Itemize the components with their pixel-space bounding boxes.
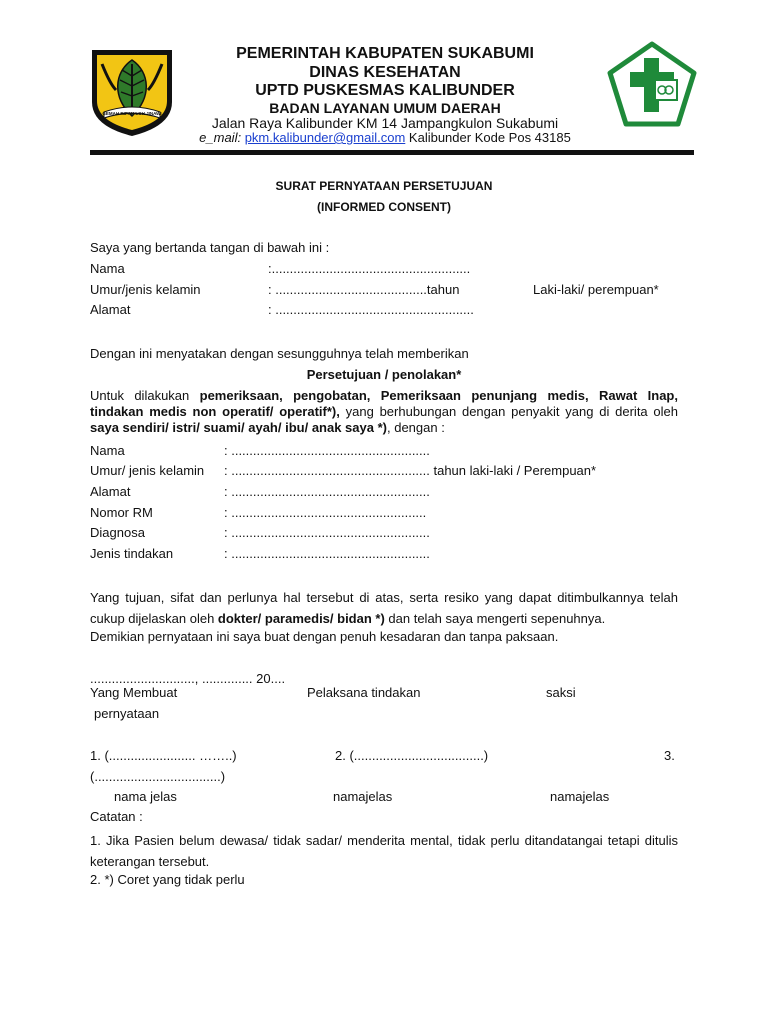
explanation-text-1: Yang tujuan, sifat dan perlunya hal tersebut di atas, serta resiko yang dapat ditimbulkannya telah cukup dijelaskan oleh xyxy=(90,590,678,626)
signer-age-value: : ..........................................tahun xyxy=(268,282,460,297)
patient-procedure-label: Jenis tindakan xyxy=(90,546,174,561)
header-address: Jalan Raya Kalibunder KM 14 Jampangkulon Sukabumi xyxy=(211,115,559,131)
patient-address-label: Alamat xyxy=(90,484,131,499)
document-title: SURAT PERNYATAAN PERSETUJUAN xyxy=(275,179,493,193)
signature-number-3: 3. xyxy=(664,748,675,763)
patient-procedure-value: : ....................................................... xyxy=(224,546,430,561)
signature-line-1: 1. (........................ ……..) xyxy=(90,748,237,763)
sukabumi-emblem-logo xyxy=(88,46,176,138)
signer-gender-options: Laki-laki/ perempuan* xyxy=(533,282,659,297)
postal-code: Kalibunder Kode Pos 43185 xyxy=(408,130,571,145)
note-2: 2. *) Coret yang tidak perlu xyxy=(90,872,245,887)
emblem-motto: GEMAH RIPAH LOH JINAWI xyxy=(102,111,162,116)
patient-age-label: Umur/ jenis kelamin xyxy=(90,463,205,478)
closing-statement: Demikian pernyataan ini saya buat dengan penuh kesadaran dan tanpa paksaan. xyxy=(90,629,559,644)
signature-line-2: 2. (....................................) xyxy=(335,748,489,763)
witness-name-caption: namajelas xyxy=(550,789,610,804)
witness-column-heading: saksi xyxy=(546,685,576,700)
explanation-staff: dokter/ paramedis/ bidan *) xyxy=(217,611,385,626)
puskesmas-logo xyxy=(604,40,700,130)
email-label: e_mail: xyxy=(199,130,242,145)
purpose-text-3: , dengan : xyxy=(386,420,445,435)
purpose-relation: saya sendiri/ istri/ suami/ ayah/ ibu/ anak saya *) xyxy=(90,420,387,435)
header-divider xyxy=(90,150,694,155)
purpose-text-2: yang berhubungan dengan penyakit yang di derita oleh xyxy=(339,404,678,419)
patient-record-value: : ...................................................... xyxy=(224,505,427,520)
document-subtitle: (INFORMED CONSENT) xyxy=(317,200,451,214)
patient-diagnosis-label: Diagnosa xyxy=(90,525,145,540)
consent-choice: Persetujuan / penolakan* xyxy=(306,367,462,382)
executor-column-heading: Pelaksana tindakan xyxy=(307,685,421,700)
signer-age-label: Umur/jenis kelamin xyxy=(90,282,201,297)
signer-address-label: Alamat xyxy=(90,302,131,317)
signer-name-value: :....................................................... xyxy=(268,261,471,276)
purpose-procedures: pemeriksaan, pengobatan, Pemeriksaan penunjang medis, Rawat Inap, tindakan medis non operatif/ operatif*), xyxy=(90,388,678,419)
declaration-text: Dengan ini menyatakan dengan sesungguhnya telah memberikan xyxy=(90,346,469,361)
email-link[interactable]: pkm.kalibunder@gmail.com xyxy=(244,130,406,145)
purpose-text-1: Untuk dilakukan xyxy=(90,388,200,403)
header-line-1: PEMERINTAH KABUPATEN SUKABUMI xyxy=(236,45,534,62)
patient-diagnosis-value: : ....................................................... xyxy=(224,525,430,540)
explanation-paragraph xyxy=(90,587,678,629)
header-line-3: UPTD PUSKESMAS KALIBUNDER xyxy=(255,82,515,99)
note-1: 1. Jika Pasien belum dewasa/ tidak sadar/ menderita mental, tidak perlu ditandatangai tetapi ditulis keterangan tersebut. xyxy=(90,833,678,869)
signer-name-caption: nama jelas xyxy=(114,789,177,804)
explanation-text-2: dan telah saya mengerti sepenuhnya. xyxy=(384,611,606,626)
executor-name-caption: namajelas xyxy=(333,789,393,804)
notes-heading: Catatan : xyxy=(90,809,143,824)
procedure-paragraph xyxy=(90,388,678,436)
place-date-line: ............................., .............. 20.... xyxy=(90,671,286,686)
signer-name-label: Nama xyxy=(90,261,125,276)
patient-age-value: : ....................................................... tahun laki-laki / Perempuan* xyxy=(224,463,597,478)
signer-address-value: : ....................................................... xyxy=(268,302,474,317)
patient-address-value: : ....................................................... xyxy=(224,484,430,499)
signature-line-3: (...................................) xyxy=(90,769,226,784)
intro-text: Saya yang bertanda tangan di bawah ini : xyxy=(90,240,330,255)
patient-name-label: Nama xyxy=(90,443,125,458)
signer-column-heading: Yang Membuat xyxy=(90,685,178,700)
patient-record-label: Nomor RM xyxy=(90,505,153,520)
header-line-4: BADAN LAYANAN UMUM DAERAH xyxy=(269,100,501,116)
signer-column-heading-2: pernyataan xyxy=(94,706,160,721)
header-line-2: DINAS KESEHATAN xyxy=(309,64,461,81)
header-contact xyxy=(180,130,590,145)
patient-name-value: : ....................................................... xyxy=(224,443,430,458)
